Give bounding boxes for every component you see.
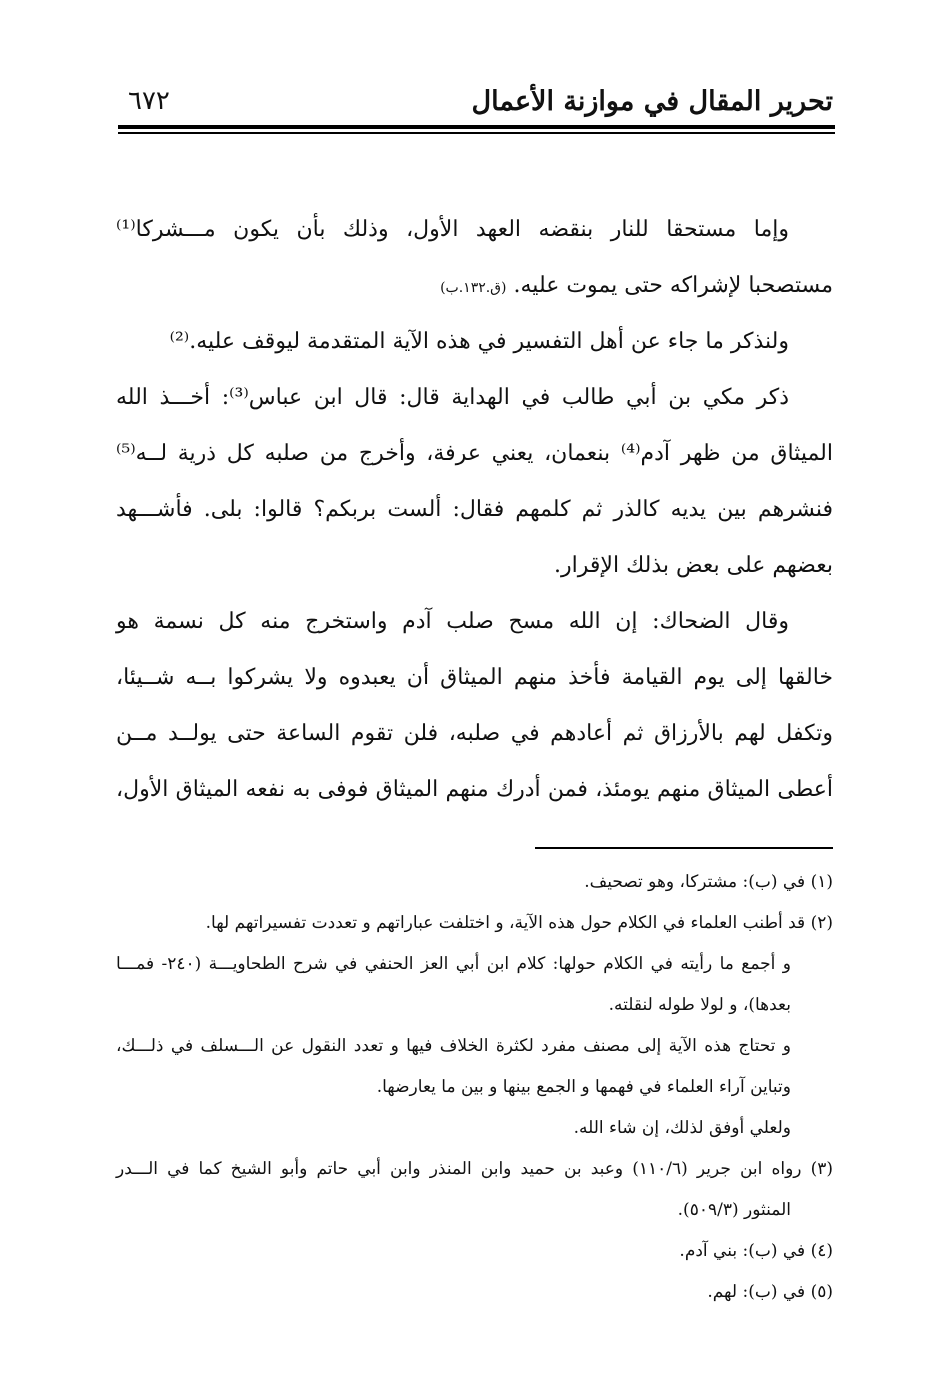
footnote-line: (٤) في (ب): بني آدم. (679, 1241, 833, 1261)
footnote-line: بعدها)، و لولا طوله لنقلته. (608, 995, 791, 1015)
footnote-separator (535, 847, 833, 849)
text-line (116, 314, 833, 370)
header-rule-thick (118, 125, 835, 129)
text-line (116, 650, 833, 706)
text-line (116, 594, 833, 650)
main-text (116, 202, 833, 818)
text-line (116, 258, 833, 314)
text-line (116, 426, 833, 482)
page-number: ٦٧٢ (128, 86, 170, 116)
text-line-content: وإما مستحقا للنار بنقضه العهد الأول، وذلك بأن يكون مـــشركا⁽¹⁾ (116, 217, 789, 242)
manuscript-folio-note: (ق.١٣٢.ب) (440, 280, 507, 296)
text-line-content: ولنذكر ما جاء عن أهل التفسير في هذه الآية المتقدمة ليوقف عليه.⁽²⁾ (169, 329, 789, 354)
text-line (116, 762, 833, 818)
text-line-content: ذكر مكي بن أبي طالب في الهداية قال: قال ابن عباس⁽³⁾: أخـــذ الله (116, 385, 789, 410)
footnote-line: ولعلي أوفق لذلك، إن شاء الله. (573, 1118, 791, 1138)
footnote-line: (٥) في (ب): لهم. (707, 1282, 833, 1302)
text-line-content: وتكفل لهم بالأرزاق ثم أعادهم في صلبه، فلن تقوم الساعة حتى يولــد مــن (116, 721, 833, 746)
footnote-line: وتباين آراء العلماء في فهمها و الجمع بينها و بين ما يعارضها. (376, 1077, 791, 1097)
text-line (116, 538, 833, 594)
text-line-content: وقال الضحاك: إن الله مسح صلب آدم واستخرج منه كل نسمة هو (116, 609, 789, 634)
text-line (116, 202, 833, 258)
running-header-title: تحرير المقال في موازنة الأعمال (471, 86, 833, 117)
text-line (116, 370, 833, 426)
text-line (116, 482, 833, 538)
footnote-line: (٢) قد أطنب العلماء في الكلام حول هذه الآية، و اختلفت عباراتهم و تعددت تفسيراتهم لها. (205, 913, 833, 933)
header-rule-thin (118, 132, 835, 134)
footnote-line: و تحتاج هذه الآية إلى مصنف مفرد لكثرة الخلاف فيها و تعدد النقول عن الـــسلف في ذلـــك، (116, 1036, 791, 1056)
footnote-line: و أجمع ما رأيته في الكلام حولها: كلام ابن أبي العز الحنفي في شرح الطحاويـــة (٢٤٠- فمـــا (116, 954, 791, 974)
text-line-content: الميثاق من ظهر آدم⁽⁴⁾ بنعمان، يعني عرفة، وأخرج من صلبه كل ذرية لــه⁽⁵⁾ (116, 441, 833, 466)
footnote-line: (٣) رواه ابن جرير (١١٠/٦) وعبد بن حميد وابن المنذر وابن أبي حاتم وأبو الشيخ كما في الـــدر (116, 1159, 834, 1179)
footnote-line: المنثور (٥٠٩/٣). (677, 1200, 791, 1220)
footnote-line: (١) في (ب): مشتركا، وهو تصحيف. (584, 872, 833, 892)
text-line-content: مستصحبا لإشراكه حتى يموت عليه. (513, 273, 833, 298)
text-line (116, 706, 833, 762)
text-line-content: بعضهم على بعض بذلك الإقرار. (554, 553, 833, 578)
text-line-content: خالقها إلى يوم القيامة فأخذ منهم الميثاق أن يعبدوه ولا يشركوا بــه شــيئا، (116, 665, 833, 690)
footnotes (116, 862, 833, 1313)
text-line-content: أعطى الميثاق منهم يومئذ، فمن أدرك منهم الميثاق فوفى به نفعه الميثاق الأول، (116, 777, 833, 802)
text-line-content: فنشرهم بين يديه كالذر ثم كلمهم فقال: ألست بربكم؟ قالوا: بلى. فأشـــهد (116, 497, 833, 522)
